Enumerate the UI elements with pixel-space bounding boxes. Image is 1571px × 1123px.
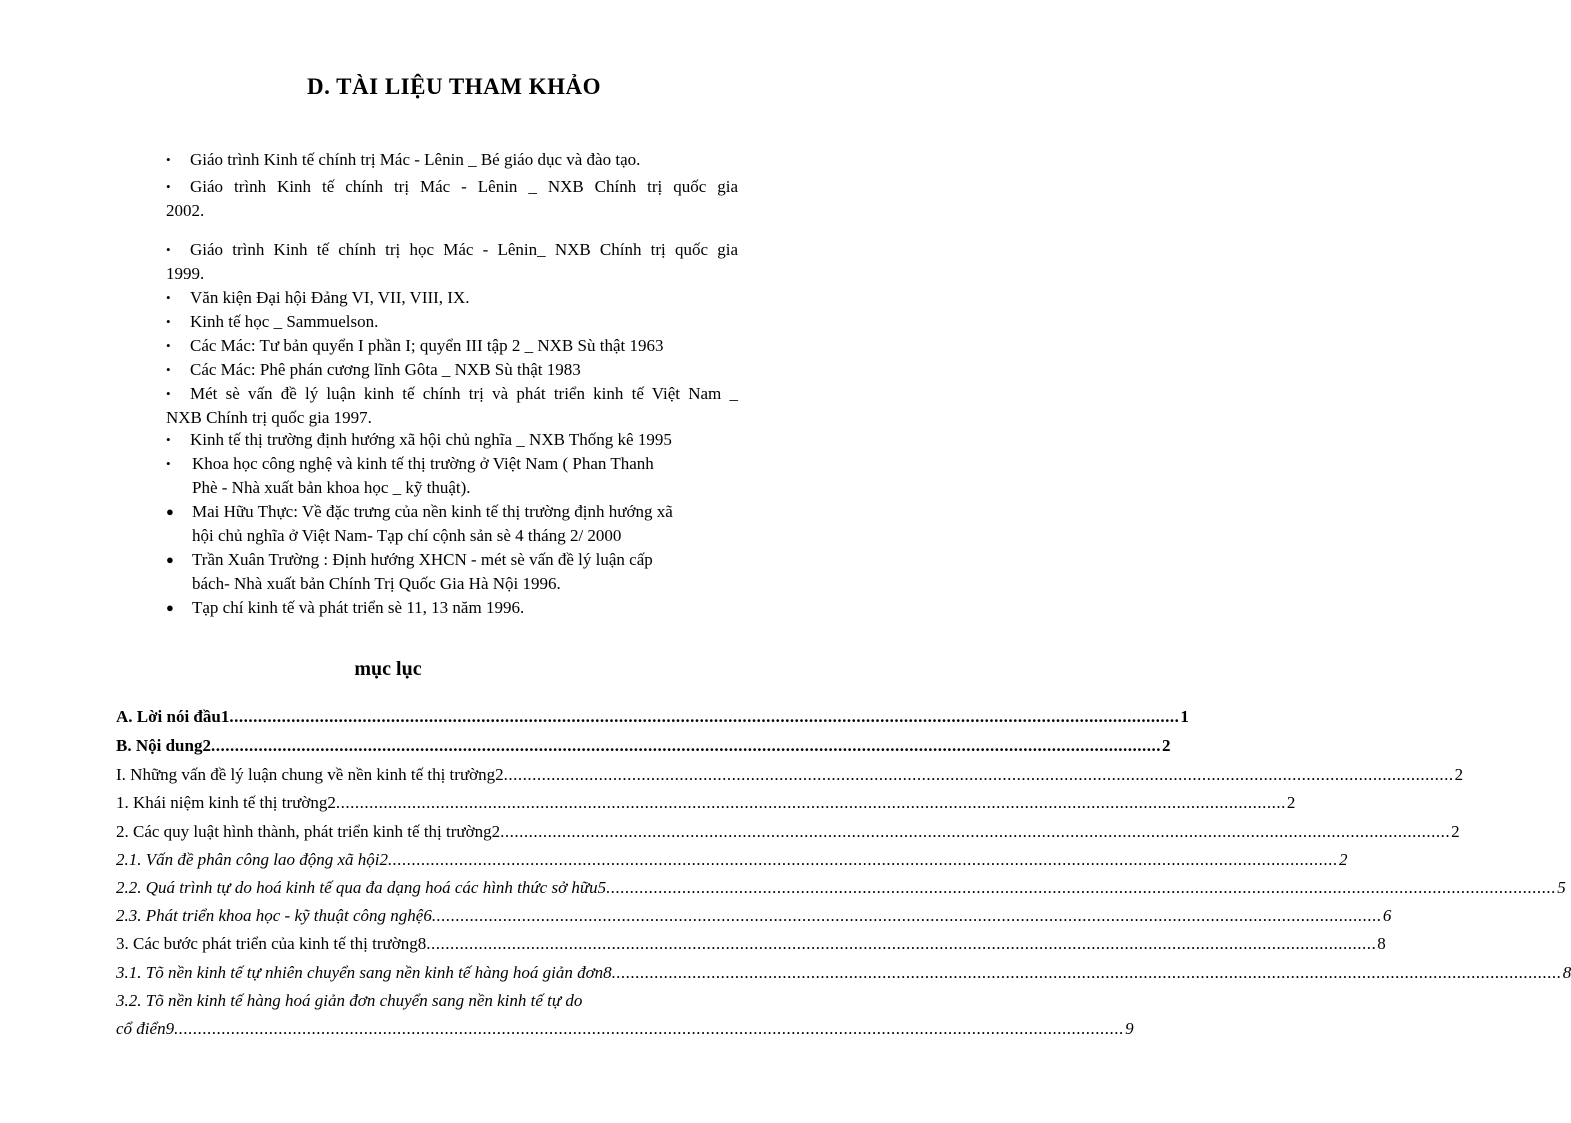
reference-line <box>166 524 738 548</box>
reference-line <box>166 358 738 382</box>
reference-line <box>166 452 738 476</box>
toc-entry[interactable] <box>116 763 1464 787</box>
reference-text: Khoa học công nghệ và kinh tế thị trường ở Việt Nam ( Phan Thanh <box>192 454 654 473</box>
reference-line <box>166 238 738 262</box>
toc-entry-text: 2.1. Vấn đề phân công lao động xã hội2 <box>116 850 388 869</box>
bullet-icon: • <box>166 152 171 167</box>
references-title: D. TÀI LIỆU THAM KHẢO <box>306 74 601 99</box>
toc-leader-dots: ........................................................................................................................................................................................................ <box>503 765 1454 784</box>
toc-title: mục lục <box>354 658 422 680</box>
toc-entry[interactable] <box>116 876 1566 900</box>
reference-item <box>166 148 738 172</box>
bullet-icon: ● <box>166 552 174 567</box>
toc-leader-dots: ........................................................................................................................................................................................................ <box>335 793 1286 812</box>
toc-leader-dots: ........................................................................................................................................................................................................ <box>387 850 1338 869</box>
toc-entry[interactable] <box>116 989 720 1013</box>
toc-entry[interactable] <box>116 961 1571 985</box>
toc-entry-text: 2.2. Quá trình tự do hoá kinh tế qua đa dạng hoá các hình thức sở hữu5 <box>116 878 607 897</box>
reference-text: Văn kiện Đại hội Đảng VI, VII, VIII, IX. <box>190 288 470 307</box>
reference-text: 1999. <box>166 264 205 283</box>
reference-text: NXB Chính trị quốc gia 1997. <box>166 408 372 427</box>
toc-entry[interactable] <box>116 1017 1134 1041</box>
reference-text: Giáo trình Kinh tế chính trị học Mác - Lênin_ NXB Chính trị quốc gia <box>190 240 738 259</box>
toc-page-number: 5 <box>1557 878 1566 897</box>
reference-line <box>166 175 738 199</box>
toc-page-number: 2 <box>1451 822 1460 841</box>
toc-entry-text: 1. Khái niệm kinh tế thị trường2 <box>116 793 336 812</box>
reference-item <box>166 238 738 286</box>
bullet-icon: • <box>166 290 171 305</box>
reference-text: Trần Xuân Trường : Định hướng XHCN - mét sè vấn đề lý luận cấp <box>192 550 653 569</box>
toc-entry[interactable] <box>116 734 1171 758</box>
reference-line <box>166 406 738 430</box>
toc-entry-text: I. Những vấn đề lý luận chung về nền kinh tế thị trường2 <box>116 765 504 784</box>
bullet-icon: • <box>166 314 171 329</box>
reference-line <box>166 382 738 406</box>
toc-leader-dots: ........................................................................................................................................................................................................ <box>210 736 1161 755</box>
bullet-icon: • <box>166 179 171 194</box>
toc-page-number: 8 <box>1377 934 1386 953</box>
reference-item <box>166 334 738 358</box>
reference-item <box>166 428 738 452</box>
reference-item <box>166 358 738 382</box>
reference-text: Kinh tế học _ Sammuelson. <box>190 312 379 331</box>
reference-line <box>166 572 738 596</box>
bullet-icon: ● <box>166 600 174 615</box>
toc-entry-text: 3. Các bước phát triển của kinh tế thị trường8 <box>116 934 427 953</box>
reference-item <box>166 286 738 310</box>
bullet-icon: • <box>166 242 171 257</box>
reference-line <box>166 596 738 620</box>
toc-leader-dots: ........................................................................................................................................................................................................ <box>426 934 1377 953</box>
toc-entry-text: 3.1. Tõ nền kinh tế tự nhiên chuyển sang nền kinh tế hàng hoá giản đơn8 <box>116 963 612 982</box>
toc-entry[interactable] <box>116 791 1296 815</box>
bullet-icon: • <box>166 362 171 377</box>
reference-line <box>166 500 738 524</box>
bullet-icon: ● <box>166 504 174 519</box>
reference-line <box>166 548 738 572</box>
reference-text: Tạp chí kinh tế và phát triển sè 11, 13 năm 1996. <box>192 598 525 617</box>
toc-entry[interactable] <box>116 820 1460 844</box>
toc-page-number: 6 <box>1382 906 1392 925</box>
reference-line <box>166 310 738 334</box>
toc-leader-dots: ........................................................................................................................................................................................................ <box>229 707 1180 726</box>
toc-page-number: 2 <box>1286 793 1296 812</box>
toc-entry-text: 3.2. Tõ nền kinh tế hàng hoá giản đơn chuyển sang nền kinh tế tự do <box>116 991 583 1010</box>
reference-text: Giáo trình Kinh tế chính trị Mác - Lênin _ Bé giáo dục và đào tạo. <box>190 150 641 169</box>
toc-entry-text: cổ điển9 <box>116 1019 175 1038</box>
toc-page-number: 1 <box>1180 707 1189 726</box>
reference-line <box>166 334 738 358</box>
reference-text: Phè - Nhà xuất bản khoa học _ kỹ thuật). <box>192 478 471 497</box>
toc-leader-dots: ........................................................................................................................................................................................................ <box>500 822 1451 841</box>
toc-leader-dots: ........................................................................................................................................................................................................ <box>606 878 1557 897</box>
bullet-icon: • <box>166 456 171 471</box>
toc-entry[interactable] <box>116 705 1189 729</box>
toc-page-number: 8 <box>1562 963 1571 982</box>
reference-item <box>166 548 738 596</box>
bullet-icon: • <box>166 432 171 447</box>
reference-text: bách- Nhà xuất bản Chính Trị Quốc Gia Hà Nội 1996. <box>192 574 561 593</box>
toc-leader-dots: ........................................................................................................................................................................................................ <box>611 963 1562 982</box>
reference-item <box>166 500 738 548</box>
toc-page-number: 2 <box>1454 765 1464 784</box>
reference-line <box>166 148 738 172</box>
reference-line <box>166 476 738 500</box>
toc-entry-text: B. Nội dung2 <box>116 736 211 755</box>
reference-line <box>166 262 738 286</box>
reference-text: Kinh tế thị trường định hướng xã hội chủ nghĩa _ NXB Thống kê 1995 <box>190 430 672 449</box>
reference-text: Mét sè vấn đề lý luận kinh tế chính trị và phát triển kinh tế Việt Nam _ <box>190 384 738 403</box>
toc-entry[interactable] <box>116 932 1386 956</box>
bullet-icon: • <box>166 338 171 353</box>
reference-text: Giáo trình Kinh tế chính trị Mác - Lênin _ NXB Chính trị quốc gia <box>190 177 738 196</box>
reference-line <box>166 428 738 452</box>
bullet-icon: • <box>166 386 171 401</box>
toc-page-number: 9 <box>1125 1019 1134 1038</box>
toc-leader-dots: ........................................................................................................................................................................................................ <box>174 1019 1125 1038</box>
toc-page-number: 2 <box>1161 736 1171 755</box>
toc-entry-text: 2. Các quy luật hình thành, phát triển kinh tế thị trường2 <box>116 822 501 841</box>
reference-item <box>166 310 738 334</box>
toc-entry[interactable] <box>116 904 1392 928</box>
toc-entry[interactable] <box>116 848 1348 872</box>
reference-text: 2002. <box>166 201 205 220</box>
toc-leader-dots: ........................................................................................................................................................................................................ <box>431 906 1382 925</box>
reference-text: Các Mác: Phê phán cương lĩnh Gôta _ NXB Sù thật 1983 <box>190 360 581 379</box>
reference-line <box>166 286 738 310</box>
reference-line <box>166 199 738 223</box>
toc-page-number: 2 <box>1338 850 1348 869</box>
reference-text: hội chủ nghĩa ở Việt Nam- Tạp chí cộnh sản sè 4 tháng 2/ 2000 <box>192 526 622 545</box>
reference-text: Mai Hữu Thực: Về đặc trưng của nền kinh tế thị trường định hướng xã <box>192 502 673 521</box>
toc-entry-text: 2.3. Phát triển khoa học - kỹ thuật công nghệ6 <box>116 906 432 925</box>
reference-item <box>166 452 738 500</box>
toc-entry-text: A. Lời nói đầu1 <box>116 707 230 726</box>
reference-item <box>166 175 738 223</box>
reference-item <box>166 596 738 620</box>
reference-item <box>166 382 738 430</box>
reference-text: Các Mác: Tư bản quyển I phần I; quyển III tập 2 _ NXB Sù thật 1963 <box>190 336 664 355</box>
